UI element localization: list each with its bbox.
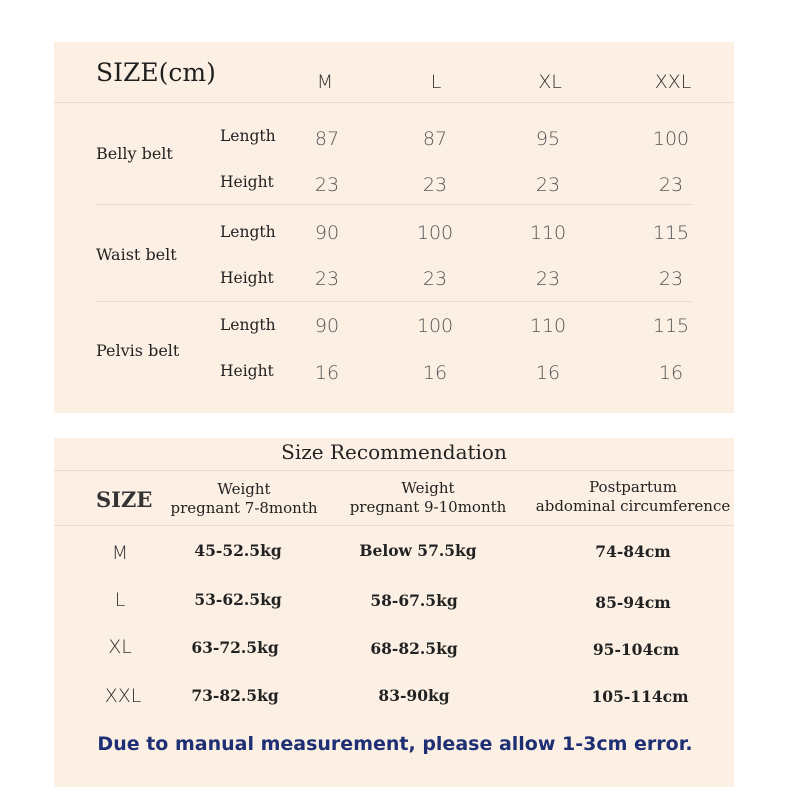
weight-9-10-cell: 58-67.5kg [370,591,458,610]
belt-name-belly: Belly belt [96,144,173,163]
size-value: 16 [422,362,448,384]
size-value: 115 [652,222,690,244]
dimension-label: Length [220,223,276,241]
size-cell: M [111,542,129,564]
size-value: 23 [535,268,561,290]
size-cell: XXL [104,685,142,707]
size-value: 95 [535,128,561,150]
size-chart-title: SIZE(cm) [96,58,216,87]
circumference-cell: 74-84cm [595,542,671,561]
weight-9-10month-header [350,479,507,517]
header-line: Postpartum [589,478,677,496]
group-divider [96,301,692,302]
size-value: 110 [529,222,567,244]
header-line: pregnant 9-10month [349,498,507,516]
weight-9-10-cell: 83-90kg [378,686,450,705]
dimension-label: Height [220,173,274,191]
size-header: SIZE [96,487,153,512]
header-divider [54,525,734,526]
size-value: 100 [416,315,454,337]
size-cell: XL [108,636,132,658]
weight-9-10-cell: 68-82.5kg [370,639,458,658]
circumference-header [536,478,730,516]
size-column-header: M [316,71,334,93]
dimension-label: Height [220,362,274,380]
size-value: 23 [658,174,684,196]
size-value: 100 [652,128,690,150]
weight-7-8-cell: 45-52.5kg [194,541,282,560]
circumference-cell: 105-114cm [591,687,689,706]
size-value: 115 [652,315,690,337]
size-value: 16 [535,362,561,384]
weight-7-8-cell: 63-72.5kg [191,638,279,657]
weight-7-8month-header [170,480,317,518]
size-value: 90 [314,315,340,337]
title-divider [54,470,734,471]
header-line: Weight [217,480,271,498]
recommendation-title: Size Recommendation [281,440,507,464]
weight-9-10-cell: Below 57.5kg [359,541,477,560]
size-value: 23 [314,268,340,290]
dimension-label: Length [220,127,276,145]
size-column-header: XL [538,71,562,93]
size-value: 87 [314,128,340,150]
size-value: 23 [314,174,340,196]
size-value: 87 [422,128,448,150]
size-value: 16 [658,362,684,384]
size-column-header: L [430,71,442,93]
size-value: 110 [529,315,567,337]
header-line: abdominal circumference [535,497,731,515]
circumference-cell: 95-104cm [592,640,680,659]
circumference-cell: 85-94cm [595,593,671,612]
size-value: 23 [535,174,561,196]
header-divider [54,102,734,103]
size-value: 100 [416,222,454,244]
weight-7-8-cell: 53-62.5kg [194,590,282,609]
size-value: 23 [658,268,684,290]
size-cell: L [114,589,126,611]
header-line: Weight [401,479,455,497]
measurement-note: Due to manual measurement, please allow 1-3cm error. [97,733,693,755]
size-value: 23 [422,268,448,290]
weight-7-8-cell: 73-82.5kg [191,686,279,705]
belt-name-waist: Waist belt [96,245,177,264]
size-value: 23 [422,174,448,196]
size-value: 90 [314,222,340,244]
dimension-label: Height [220,269,274,287]
header-line: pregnant 7-8month [170,499,318,517]
belt-name-pelvis: Pelvis belt [96,341,180,360]
group-divider [96,204,692,205]
size-column-header: XXL [654,71,692,93]
dimension-label: Length [220,316,276,334]
size-value: 16 [314,362,340,384]
